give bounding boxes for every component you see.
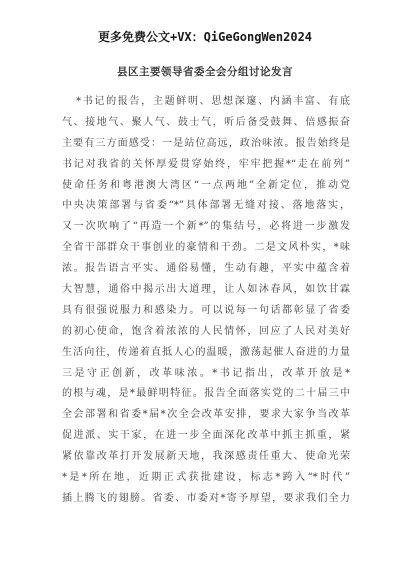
text-line: *是*所在地，近期正式获批建设，标志*跨入“*时代” xyxy=(62,472,350,484)
text-line: 三是守正创新，改革味浓。*书记指出，改革开放是* xyxy=(62,367,350,379)
text-line: 主要有三方面感受：一是站位高远，政治味浓。报告始终是 xyxy=(62,137,350,149)
text-line: 又一次吹响了“再造一个新*”的集结号，必将进一步激发 xyxy=(62,221,350,233)
document-title: 县区主要领导省委全会分组讨论发言 xyxy=(117,66,293,78)
text-line: 的根与魂，是*最鲜明特征。报告全面落实党的二十届三中 xyxy=(62,388,350,400)
text-line: 使命任务和粤港澳大湾区“一点两地”全新定位，推动党 xyxy=(62,179,350,191)
text-line: 中央决策部署与省委“*”具体部署无缝对接、落地落实， xyxy=(62,200,350,212)
text-line: 生活向往，传递着直抵人心的温暖，激荡起催人奋进的力量 xyxy=(62,346,350,358)
text-line: 促进派、实干家，在进一步全面深化改革中抓主抓重，紧 xyxy=(62,430,350,442)
text-line: 大智慧，通俗中揭示出大道理，让人如沐春风，如饮甘霖 xyxy=(62,284,350,296)
text-line: *书记的报告，主题鲜明、思想深邃、内涵丰富、有底 xyxy=(76,96,350,107)
text-line: 的初心使命，饱含着浓浓的人民情怀，回应了人民对美好 xyxy=(62,325,350,337)
text-line: 全会部署和省委*届*次全会改革安排，要求大家争当改革 xyxy=(62,409,350,421)
text-line: 具有很强说服力和感染力。可以说每一句话都彰显了省委 xyxy=(62,304,350,316)
text-line: 全省干部群众干事创业的豪情和干劲。二是文风朴实，*味 xyxy=(62,242,350,254)
text-line: 紧依靠改革打开发展新天地，我深感责任重大、使命光荣 xyxy=(62,451,350,463)
text-line: 插上腾飞的翅膀。省委、市委对*寄予厚望，要求我们全力 xyxy=(62,492,350,504)
text-line: 浓。报告语言平实、通俗易懂，生动有趣，平实中蕴含着 xyxy=(62,263,350,275)
text-line: 气、接地气、聚人气、鼓士气，听后备受鼓舞、倍感振奋 xyxy=(62,116,350,128)
watermark-text: 更多免费公文+VX：QiGeGongWen2024 xyxy=(97,30,313,44)
text-line: 书记对我省的关怀厚爱贯穿始终，牢牢把握*“走在前列” xyxy=(62,158,350,170)
body-paragraph xyxy=(62,92,350,510)
